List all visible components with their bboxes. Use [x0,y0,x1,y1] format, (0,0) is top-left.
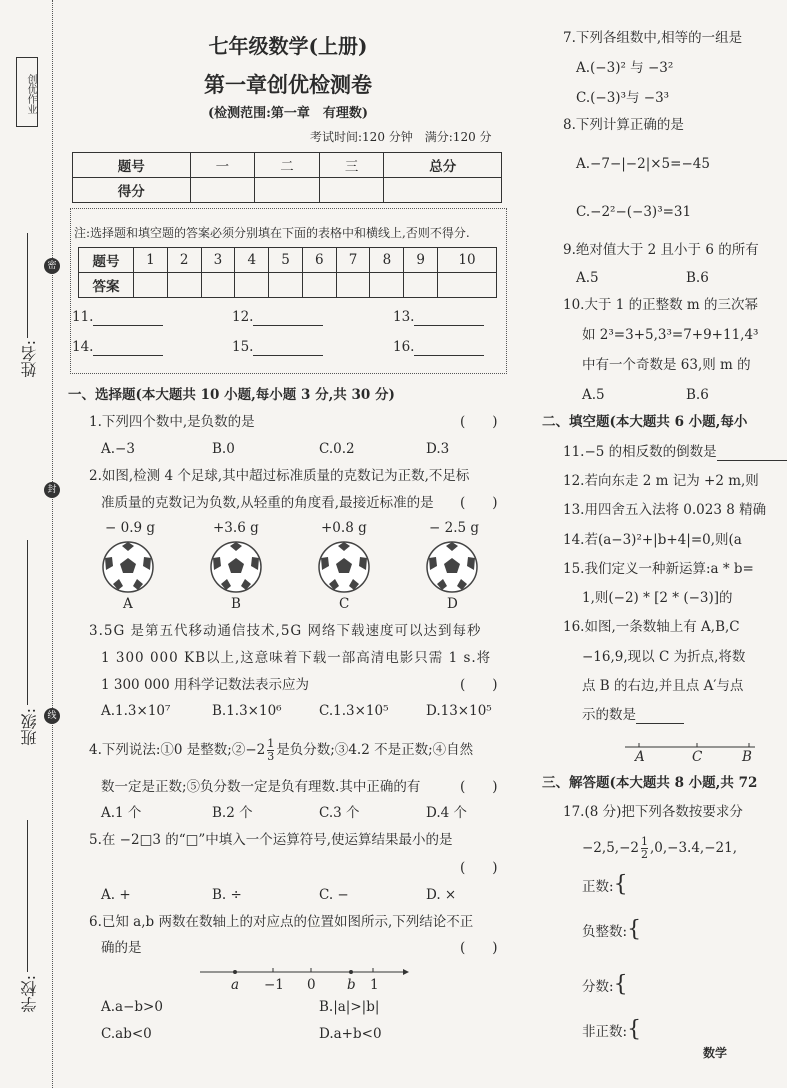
q8-stem: 8.下列计算正确的是 [563,117,684,133]
answer-row-label: 答案 [79,273,134,298]
category-label: 分数: [582,979,614,995]
page-subtitle: 第一章创优检测卷 [204,72,372,97]
brand-logo: 创优作业 [16,57,38,127]
blank-label: 16. [393,339,415,355]
score-table [72,152,502,203]
answer-header-1: 1 [134,248,168,273]
blank-label: 13. [393,309,415,325]
answer-header-9: 9 [404,248,438,273]
ball-weight: − 0.9 g [105,520,156,536]
q9-option-b[interactable]: B.6 [686,270,709,286]
class-field[interactable] [27,540,28,705]
score-cell[interactable] [384,178,502,203]
page-title: 七年级数学(上册) [208,34,368,58]
score-header: 二 [255,153,320,178]
q17-stem: 17.(8 分)把下列各数按要求分 [563,804,743,820]
q4-option-b[interactable]: B.2 个 [212,805,253,821]
blank-15[interactable] [232,338,323,356]
q10-stem: 10.大于 1 的正整数 m 的三次幂 [563,297,759,313]
exam-range: (检测范围:第一章 有理数) [207,106,369,121]
fraction [267,738,274,763]
q2-stem-line2: 准质量的克数记为负数,从轻重的角度看,最接近标准的是 [101,495,434,511]
q12-stem: 12.若向东走 2 m 记为 +2 m,则 [563,473,759,489]
fraction [641,836,648,861]
blank-11[interactable] [72,308,163,326]
school-field[interactable] [27,820,28,972]
section-1-title: 一、选择题(本大题共 10 小题,每小题 3 分,共 30 分) [68,387,395,403]
q3-stem-line1: 3.5G 是第五代移动通信技术,5G 网络下载速度可以达到每秒 [89,623,482,639]
q7-option-c[interactable]: C.(−3)³与 −3³ [576,90,670,106]
q10-line2: 如 2³=3+5,3³=7+9+11,4³ [582,327,759,343]
answer-header-7: 7 [336,248,370,273]
answer-cell-6[interactable] [302,273,336,298]
numerator: 1 [267,737,275,750]
q1-option-b[interactable]: B.0 [212,441,235,457]
answer-cell-1[interactable] [134,273,168,298]
q2-stem-line1: 2.如图,检测 4 个足球,其中超过标准质量的克数记为正数,不足标 [89,468,470,484]
score-cell[interactable] [319,178,384,203]
q4-option-c[interactable]: C.3 个 [319,805,360,821]
class-label: 班级: [20,708,39,746]
q17-text: −2,5,−2 [582,840,639,856]
q6-option-d[interactable]: D.a+b<0 [319,1026,382,1042]
q16-blank[interactable] [636,709,684,724]
q4-option-d[interactable]: D.4 个 [426,805,468,821]
school-label: 学校: [20,975,39,1013]
soccer-ball-icon [101,540,155,594]
q5-option-d[interactable]: D. × [426,887,457,903]
q5-option-c[interactable]: C. − [319,887,349,903]
answer-header-10: 10 [438,248,497,273]
blank-label: 15. [232,339,254,355]
seal-mi: 密 [44,258,60,274]
q1-option-d[interactable]: D.3 [426,441,450,457]
q9-option-a[interactable]: A.5 [576,270,599,286]
axis-label-1: 1 [370,977,379,993]
section-3-title: 三、解答题(本大题共 8 小题,共 72 [542,775,758,791]
answer-header-6: 6 [302,248,336,273]
exam-info: 考试时间:120 分钟 满分:120 分 [310,130,492,144]
answer-note: 注:选择题和填空题的答案必须分别填在下面的表格中和横线上,否则不得分. [74,226,470,240]
soccer-ball-icon [209,540,263,594]
q17-positive[interactable]: 正数:{ [582,872,628,897]
q17-text: ,0,−3.4,−21, [649,840,738,856]
axis-label-b: b [347,977,356,993]
soccer-ball-icon [425,540,479,594]
q6-option-b[interactable]: B.|a|>|b| [319,999,380,1015]
q15-line2: 1,则(−2) * [2 * (−3)]的 [582,590,733,606]
q11-stem [563,443,787,461]
q6-answer-paren[interactable]: ( ) [460,940,498,956]
q10-line3: 中有一个奇数是 63,则 m 的 [582,357,751,373]
blank-label: 12. [232,309,254,325]
q8-option-c[interactable]: C.−2²−(−3)³=31 [576,204,692,220]
q4-stem-line1 [89,738,473,763]
answer-cell-3[interactable] [201,273,235,298]
footer-subject: 数学 [703,1046,728,1060]
q16-line3: 点 B 的右边,并且点 A′与点 [582,678,744,694]
axis-label-A: A [635,749,645,765]
name-label: 姓名: [20,340,39,378]
ball-label: A [123,596,133,612]
score-header: 总分 [384,153,502,178]
q3-stem-line2: 1 300 000 KB以上,这意味着下载一部高清电影只需 1 s.将 [101,650,492,666]
q3-option-d[interactable]: D.13×10⁵ [426,703,492,719]
q7-stem: 7.下列各组数中,相等的一组是 [563,30,743,46]
answer-header-label: 题号 [79,248,134,273]
blank-12[interactable] [232,308,323,326]
ball-weight: +3.6 g [213,520,259,536]
category-label: 负整数: [582,924,628,940]
q17-numbers [582,836,737,861]
ball-label: D [447,596,458,612]
q4-text: 是负分数;③4.2 不是正数;④自然 [276,742,474,758]
q10-option-b[interactable]: B.6 [686,387,709,403]
q4-answer-paren[interactable]: ( ) [460,779,498,795]
q4-stem-line2: 数一定是正数;⑤负分数一定是负有理数.其中正确的有 [101,779,421,795]
q8-option-a[interactable]: A.−7−|−2|×5=−45 [576,156,710,172]
q14-stem: 14.若(a−3)²+|b+4|=0,则(a [563,532,742,548]
answer-cell-2[interactable] [167,273,201,298]
q4-text: 4.下列说法:①0 是整数;②−2 [89,742,266,758]
numerator: 1 [640,835,648,848]
q16-stem: 16.如图,一条数轴上有 A,B,C [563,619,740,635]
q17-fraction[interactable]: 分数:{ [582,972,628,997]
q5-option-a[interactable]: A. + [101,887,131,903]
category-label: 非正数: [582,1024,628,1040]
q6-option-c[interactable]: C.ab<0 [101,1026,152,1042]
q6-stem-line2: 确的是 [101,940,142,956]
q11-blank[interactable] [717,446,787,461]
blank-label: 11. [72,309,94,325]
answer-cell-8[interactable] [370,273,404,298]
score-cell[interactable] [255,178,320,203]
q5-stem: 5.在 −2□3 的“□”中填入一个运算符号,使运算结果最小的是 [89,832,453,848]
q1-stem: 1.下列四个数中,是负数的是 [89,414,255,430]
score-header: 题号 [73,153,191,178]
q3-option-c[interactable]: C.1.3×10⁵ [319,703,389,719]
axis-label-0: 0 [307,977,316,993]
answer-header-5: 5 [269,248,303,273]
q10-option-a[interactable]: A.5 [582,387,605,403]
answer-cell-4[interactable] [235,273,269,298]
ball-weight: − 2.5 g [429,520,480,536]
answer-table [78,247,497,298]
answer-cell-7[interactable] [336,273,370,298]
q15-stem: 15.我们定义一种新运算:a * b= [563,561,754,577]
q1-option-c[interactable]: C.0.2 [319,441,355,457]
soccer-ball-icon [317,540,371,594]
section-2-title: 二、填空题(本大题共 6 小题,每小 [542,414,748,430]
blank-label: 14. [72,339,94,355]
q17-nonpositive[interactable]: 非正数:{ [582,1017,642,1042]
answer-header-8: 8 [370,248,404,273]
answer-header-4: 4 [235,248,269,273]
q17-negative-int[interactable]: 负整数:{ [582,917,642,942]
answer-cell-5[interactable] [269,273,303,298]
score-header: 一 [190,153,255,178]
q9-stem: 9.绝对值大于 2 且小于 6 的所有 [563,242,759,258]
ball-label: B [231,596,241,612]
denominator: 2 [640,848,648,861]
category-label: 正数: [582,879,614,895]
binding-line [52,0,53,1088]
denominator: 3 [267,750,275,763]
ball-label: C [339,596,350,612]
blank-14[interactable] [72,338,163,356]
axis-label-C: C [692,749,703,765]
q3-option-b[interactable]: B.1.3×10⁶ [212,703,282,719]
axis-label-B: B [742,749,752,765]
axis-label-a: a [231,977,240,993]
blank-16[interactable] [393,338,484,356]
answer-cell-10[interactable] [438,273,497,298]
seal-feng: 封 [44,482,60,498]
q16-line2: −16,9,现以 C 为折点,将数 [582,649,746,665]
q11-text: 11.−5 的相反数的倒数是 [563,444,717,460]
q3-option-a[interactable]: A.1.3×10⁷ [101,703,171,719]
name-field[interactable] [27,233,28,338]
q13-stem: 13.用四舍五入法将 0.023 8 精确 [563,502,767,518]
q1-option-a[interactable]: A.−3 [101,441,135,457]
q4-option-a[interactable]: A.1 个 [101,805,142,821]
answer-header-2: 2 [167,248,201,273]
q6-option-a[interactable]: A.a−b>0 [101,999,163,1015]
blank-13[interactable] [393,308,484,326]
ball-weight: +0.8 g [321,520,367,536]
seal-xian: 线 [44,708,60,724]
score-row-label: 得分 [73,178,191,203]
score-cell[interactable] [190,178,255,203]
q16-text: 示的数是 [582,707,636,723]
q3-answer-paren[interactable]: ( ) [460,677,498,693]
q5-answer-paren[interactable]: ( ) [460,860,498,876]
answer-header-3: 3 [201,248,235,273]
q7-option-a[interactable]: A.(−3)² 与 −3² [576,60,674,76]
q5-option-b[interactable]: B. ÷ [212,887,242,903]
answer-cell-9[interactable] [404,273,438,298]
q2-answer-paren[interactable]: ( ) [460,495,498,511]
q6-stem-line1: 6.已知 a,b 两数在数轴上的对应点的位置如图所示,下列结论不正 [89,914,474,930]
q16-line4 [582,706,684,724]
score-header: 三 [319,153,384,178]
q3-stem-line3: 1 300 000 用科学记数法表示应为 [101,677,309,693]
q1-answer-paren[interactable]: ( ) [460,414,498,430]
axis-label-neg1: −1 [264,977,284,993]
